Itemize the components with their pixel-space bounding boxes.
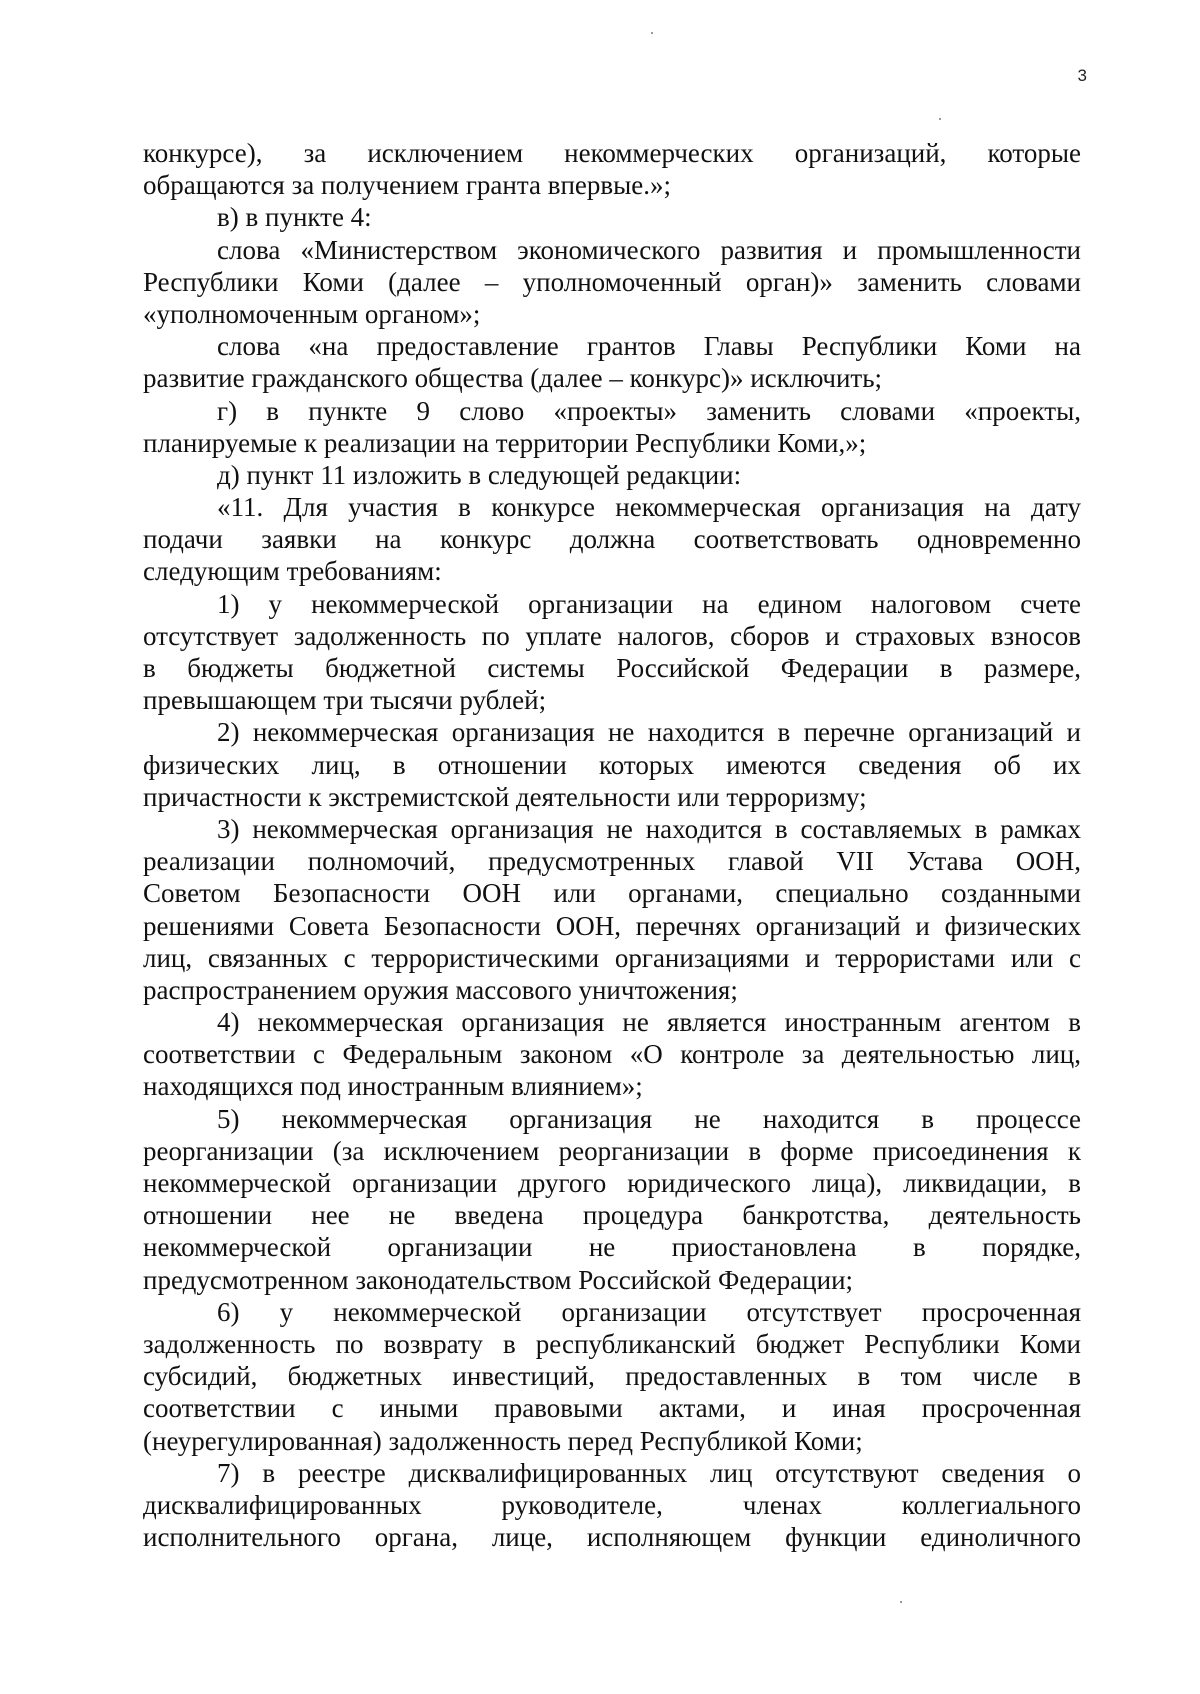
text-line: обращаются за получением гранта впервые.»;	[143, 170, 672, 201]
document-body	[143, 137, 1081, 1553]
text-line: 4) некоммерческая организация не является иностранным агентом в	[217, 1007, 1081, 1038]
text-line: слова «Министерством экономического развития и промышленности	[217, 234, 1081, 265]
text-line: соответствии с Федеральным законом «О контроле за деятельностью лиц,	[143, 1039, 1081, 1070]
text-line: 7) в реестре дисквалифицированных лиц отсутствуют сведения о	[217, 1457, 1081, 1488]
text-line: субсидий, бюджетных инвестиций, предоставленных в том числе в	[143, 1361, 1081, 1392]
text-line: реализации полномочий, предусмотренных главой VII Устава ООН,	[143, 846, 1081, 877]
text-line: следующим требованиям:	[143, 556, 442, 587]
text-line: некоммерческой организации другого юридического лица), ликвидации, в	[143, 1168, 1081, 1198]
text-line: отношении нее не введена процедура банкротства, деятельность	[143, 1200, 1081, 1231]
text-line: слова «на предоставление грантов Главы Республики Коми на	[217, 331, 1081, 362]
text-line: причастности к экстремистской деятельности или терроризму;	[143, 781, 867, 812]
page-number: 3	[1077, 66, 1087, 85]
text-line: в) в пункте 4:	[217, 202, 372, 233]
text-line: г) в пункте 9 слово «проекты» заменить словами «проекты,	[217, 395, 1081, 426]
text-line: превышающем три тысячи рублей;	[143, 685, 547, 716]
text-line: 5) некоммерческая организация не находится в процессе	[217, 1103, 1081, 1134]
text-line: (неурегулированная) задолженность перед Республикой Коми;	[143, 1425, 863, 1456]
text-line: 3) некоммерческая организация не находится в составляемых в рамках	[217, 813, 1081, 844]
text-line: решениями Совета Безопасности ООН, перечнях организаций и физических	[143, 910, 1081, 941]
text-line: задолженность по возврату в республиканский бюджет Республики Коми	[143, 1328, 1081, 1359]
text-line: некоммерческой организации не приостановлена в порядке,	[143, 1232, 1081, 1263]
text-line: Советом Безопасности ООН или органами, специально созданными	[143, 878, 1081, 909]
text-line: д) пункт 11 изложить в следующей редакции:	[217, 459, 742, 490]
scan-speck	[651, 32, 653, 34]
scan-speck	[900, 1601, 902, 1603]
text-line: «11. Для участия в конкурсе некоммерческая организация на дату	[217, 492, 1081, 523]
text-line: распространением оружия массового уничтожения;	[143, 974, 738, 1005]
text-line: «уполномоченным органом»;	[143, 298, 481, 329]
text-line: подачи заявки на конкурс должна соответствовать одновременно	[143, 524, 1081, 555]
text-line: соответствии с иными правовыми актами, и иная просроченная	[143, 1393, 1081, 1424]
text-line: находящихся под иностранным влиянием»;	[143, 1071, 643, 1102]
text-line: физических лиц, в отношении которых имеются сведения об их	[143, 749, 1081, 780]
text-line: реорганизации (за исключением реорганизации в форме присоединения к	[143, 1135, 1081, 1166]
text-line: лиц, связанных с террористическими организациями и террористами или с	[143, 942, 1081, 973]
text-line: Республики Коми (далее – уполномоченный орган)» заменить словами	[143, 266, 1081, 297]
text-line: планируемые к реализации на территории Республики Коми,»;	[143, 427, 867, 458]
text-line: 1) у некоммерческой организации на едином налоговом счете	[217, 588, 1081, 619]
text-line: конкурсе), за исключением некоммерческих организаций, которые	[143, 138, 1081, 168]
text-line: развитие гражданского общества (далее – конкурс)» исключить;	[143, 363, 883, 394]
text-line: предусмотренном законодательством Российской Федерации;	[143, 1264, 854, 1295]
text-line: 6) у некоммерческой организации отсутствует просроченная	[217, 1296, 1081, 1327]
text-line: 2) некоммерческая организация не находится в перечне организаций и	[217, 717, 1081, 748]
scan-speck	[939, 118, 941, 120]
text-line: дисквалифицированных руководителе, членах коллегиального	[143, 1489, 1081, 1520]
text-line: в бюджеты бюджетной системы Российской Федерации в размере,	[143, 653, 1081, 683]
text-line: отсутствует задолженность по уплате налогов, сборов и страховых взносов	[143, 620, 1081, 651]
text-line: исполнительного органа, лице, исполняющем функции единоличного	[143, 1522, 1081, 1553]
